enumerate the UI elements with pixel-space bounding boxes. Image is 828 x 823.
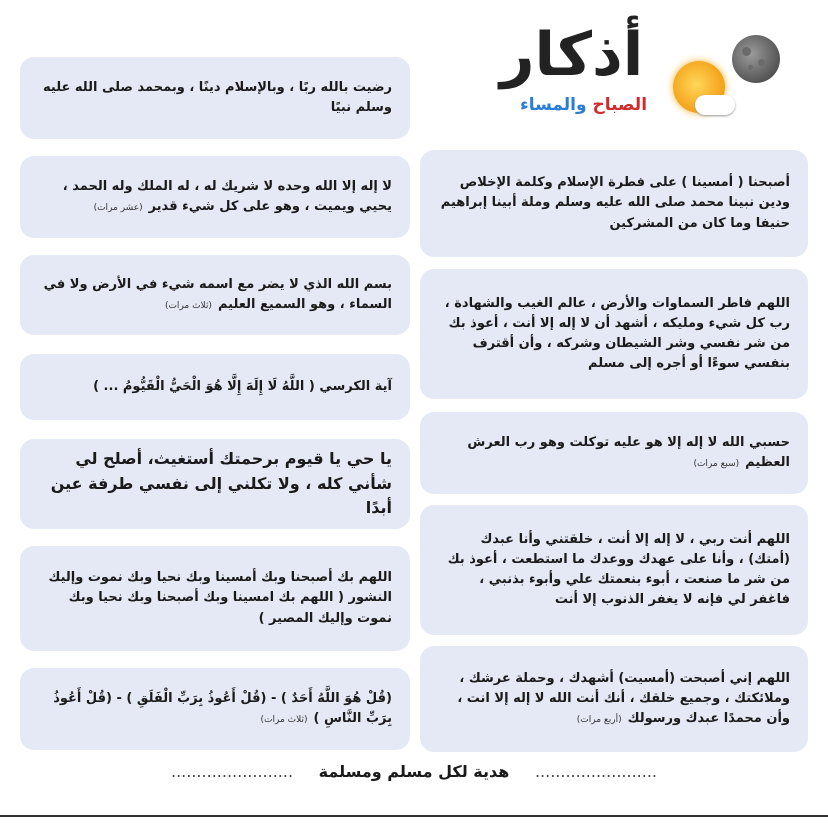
repeat-count: (سبع مرات) bbox=[693, 459, 740, 469]
dhikr-text: أصبحنا ( أمسينا ) على فطرة الإسلام وكلمة الإخلاص ودين نبينا محمد صلى الله عليه وسلم وملة أبينا إبراهيم حنيفا وما كان من المشركين bbox=[440, 175, 790, 231]
dhikr-text: اللهم فاطر السماوات والأرض ، عالم الغيب والشهادة ، رب كل شيء ومليكه ، أشهد أن لا إله إلا أنت ، أعوذ بك من شر نفسي وشر الشيطان وشركه ، وأن أقترف بنفسي سوءًا أو أجره إلى مسلم bbox=[444, 295, 790, 372]
dhikr-text: رضيت بالله ربًا ، وبالإسلام دينًا ، وبمحمد صلى الله عليه وسلم نبيًا bbox=[43, 79, 392, 115]
subtitle-morning: الصباح bbox=[592, 95, 648, 115]
dhikr-card bbox=[20, 57, 410, 139]
dhikr-text: اللهم إني أصبحت (أمسيت) أشهدك ، وحملة عرشك ، وملائكتك ، وجميع خلقك ، أنك أنت الله لا إله إلا انت ، وأن محمدًا عبدك ورسولك bbox=[457, 670, 790, 727]
dhikr-text: آية الكرسي ( اللَّهُ لَا إِلَهَ إِلَّا هُوَ الْحَيُّ الْقَيُّومُ ... ) bbox=[93, 378, 392, 394]
dhikr-text: اللهم بك أصبحنا وبك أمسينا وبك نحيا وبك نموت وإليك النشور ( اللهم بك امسينا وبك أصبحنا وبك نحيا وبك نموت وإليك المصير ) bbox=[48, 570, 392, 626]
dhikr-text: يا حي يا قيوم برحمتك أستغيث، أصلح لي شأني كله ، ولا تكلني إلى نفسي طرفة عين أبدًا bbox=[50, 448, 392, 518]
header-logo bbox=[480, 20, 790, 135]
repeat-count: (ثلاث مرات) bbox=[260, 715, 308, 725]
dhikr-text: اللهم أنت ربي ، لا إله إلا أنت ، خلقتني وأنا عبدك (أمتك) ، وأنا على عهدك ووعدك ما استطعت ، أعوذ بك من شر ما صنعت ، أبوء بنعمتك علي وأبوء بذنبي ، فاغفر لي فإنه لا يغفر الذنوب إلا أنت bbox=[447, 531, 790, 608]
dhikr-text: بسم الله الذي لا يضر مع اسمه شيء في الأرض ولا في السماء ، وهو السميع العليم bbox=[43, 276, 392, 312]
moon-icon bbox=[732, 35, 780, 83]
repeat-count: (أربع مرات) bbox=[576, 715, 622, 726]
dhikr-card bbox=[20, 668, 410, 750]
dhikr-text: لا إله إلا الله وحده لا شريك له ، له الملك وله الحمد ، يحيي ويميت ، وهو على كل شيء قدير bbox=[62, 178, 392, 214]
footer-dots-right: ........................ bbox=[534, 762, 657, 781]
dhikr-card bbox=[420, 505, 808, 635]
footer-text: هدية لكل مسلم ومسلمة bbox=[318, 762, 510, 781]
footer-dots-left: ........................ bbox=[171, 762, 294, 781]
dhikr-card bbox=[20, 546, 410, 651]
cloud-icon bbox=[695, 95, 735, 115]
page-title: أذكار bbox=[500, 20, 644, 90]
dhikr-text: حسبي الله لا إله إلا هو عليه توكلت وهو رب العرش العظيم bbox=[467, 434, 790, 470]
dhikr-card bbox=[420, 150, 808, 257]
dhikr-card bbox=[420, 269, 808, 399]
dhikr-card bbox=[20, 354, 410, 420]
repeat-count: (ثلاث مرات) bbox=[164, 301, 212, 311]
repeat-count: (عشر مرات) bbox=[93, 203, 143, 213]
subtitle-evening: والمساء bbox=[520, 95, 587, 115]
dhikr-card bbox=[420, 646, 808, 752]
dhikr-card bbox=[20, 156, 410, 238]
footer bbox=[0, 762, 828, 781]
dhikr-card bbox=[20, 439, 410, 529]
dhikr-card bbox=[420, 412, 808, 494]
dhikr-card bbox=[20, 255, 410, 335]
dhikr-text: (قُلْ هُوَ اللَّهُ أَحَدٌ ) - (قُلْ أَعُوذُ بِرَبِّ الْفَلَقِ ) - (قُلْ أَعُوذُ بِرَبِّ النَّاسِ ) bbox=[53, 690, 392, 726]
page-subtitle bbox=[520, 95, 647, 115]
footer-divider bbox=[0, 815, 828, 817]
